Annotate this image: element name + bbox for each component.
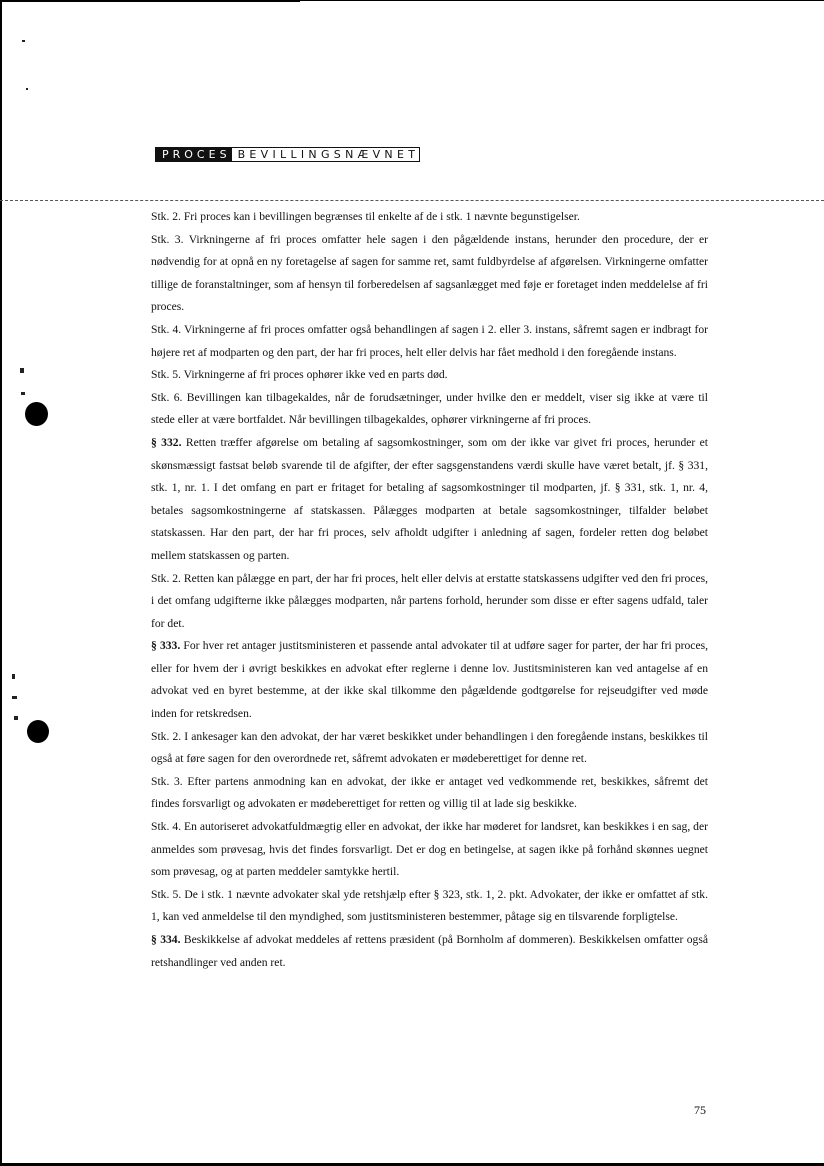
section-332: § 332. Retten træffer afgørelse om betaling af sagsomkostninger, som om der ikke var givet fri proces, herunder et skønsmæssigt fastsat beløb svarende til de afgifter, der efter sagsgenstandens værdi skulle have været betalt, jf. § 331, stk. 1, nr. 1. I det omfang en part er fritaget for betaling af sagsomkostninger til modparten, jf. § 331, stk. 1, nr. 4, betales sagsomkostningerne af statskassen. Pålægges modparten at betale sagsomkostninger, tilfalder beløbet statskassen. Har den part, der har fri proces, selv afholdt udgifter i anledning af sagen, fordeler retten dog beløbet mellem statskassen og parten. <box>151 435 709 562</box>
paragraph: Stk. 5. De i stk. 1 nævnte advokater skal yde retshjælp efter § 323, stk. 1, 2. pkt. Advokater, der ikke er omfattet af stk. 1, kan ved anmeldelse til den myndighed, som justitsministeren bestemmer, påtage sig en tilsvarende forpligtelse. <box>151 887 708 924</box>
scan-speck <box>26 88 28 90</box>
top-rule <box>0 0 300 2</box>
scan-speck <box>20 368 24 373</box>
page-number: 75 <box>694 1103 706 1117</box>
paragraph: Stk. 4. En autoriseret advokatfuldmægtig eller en advokat, der ikke har møderet for landsret, kan beskikkes i en sag, der anmeldes som prøvesag, hvis det findes forsvarligt. Det er dog en betingelse, at sagen ikke på forhånd skønnes uegnet som prøvesag, og at parten meddeler samtykke hertil. <box>151 820 708 879</box>
section-334: § 334. Beskikkelse af advokat meddeles af rettens præsident (på Bornholm af dommeren). Beskikkelsen omfatter også retshandlinger ved anden ret. <box>151 933 709 969</box>
scan-speck <box>12 674 15 679</box>
paragraph: Stk. 6. Bevillingen kan tilbagekaldes, når de forudsætninger, under hvilke den er meddelt, viser sig ikke at være til stede eller at være bortfaldet. Når bevillingen tilbagekaldes, ophører virkningerne af fri proces. <box>151 390 708 427</box>
paragraph: Stk. 3. Efter partens anmodning kan en advokat, der ikke er antaget ved vedkommende ret, beskikkes, såfremt det findes forsvarligt og advokaten er mødeberettiget for retten og villig til at lade sig beskikke. <box>151 774 708 811</box>
section-333: § 333. For hver ret antager justitsministeren et passende antal advokater til at udføre sager for parter, der har fri proces, eller for hvem der i øvrigt beskikkes en advokat efter reglerne i denne lov. Justitsministeren kan ved antagelse af en advokat ved en byret bestemme, at der ikke skal tilkomme den pågældende godtgørelse for rejseudgifter ved møde inden for retskredsen. <box>151 639 709 721</box>
section-number: § 334. <box>151 933 181 946</box>
section-number: § 332. <box>151 435 182 449</box>
punch-hole-mark <box>27 720 49 743</box>
logo-bevillingsnaevnet: BEVILLINGSNÆVNET <box>231 147 421 162</box>
punch-hole-mark <box>25 402 48 426</box>
paragraph: Stk. 2. Retten kan pålægge en part, der har fri proces, helt eller delvis at erstatte statskassens udgifter ved den fri proces, i det omfang udgifterne ikke pålægges modparten, når partens forhold, herunder som disse er efter sagens udfald, taler for det. <box>151 571 708 630</box>
paragraph: Stk. 4. Virkningerne af fri proces omfatter også behandlingen af sagen i 2. eller 3. instans, såfremt sagen er indbragt for højere ret af modparten og den part, der har fri proces, helt eller delvis har fået medhold i den foregående instans. <box>151 322 708 359</box>
dashed-divider <box>0 200 824 201</box>
paragraph: Stk. 2. Fri proces kan i bevillingen begrænses til enkelte af de i stk. 1 nævnte begunstigelser. <box>151 210 580 223</box>
scan-speck <box>12 696 17 699</box>
section-number: § 333. <box>151 639 181 653</box>
scan-speck <box>21 392 25 395</box>
scan-speck <box>14 716 18 720</box>
paragraph: Stk. 3. Virkningerne af fri proces omfatter hele sagen i den pågældende instans, herunder den procedure, der er nødvendig for at opnå en ny foretagelse af sagen for samme ret, samt fuldbyrdelse af afgørelsen. Virkningerne omfatter tillige de foranstaltninger, som af hensyn til forberedelsen af sagsanlægget med føje er foretaget inden meddelelse af fri proces. <box>151 232 708 314</box>
paragraph: Stk. 5. Virkningerne af fri proces ophører ikke ved en parts død. <box>151 368 448 382</box>
paragraph: Stk. 2. I ankesager kan den advokat, der har været beskikket under behandlingen i den foregående instans, beskikkes til også at føre sagen for den overordnede ret, såfremt advokaten er mødeberettiget for denne ret. <box>151 729 708 766</box>
header-logo <box>155 147 420 162</box>
document-body <box>151 206 708 974</box>
scan-speck <box>22 40 25 42</box>
logo-proces: PROCES <box>155 147 231 162</box>
